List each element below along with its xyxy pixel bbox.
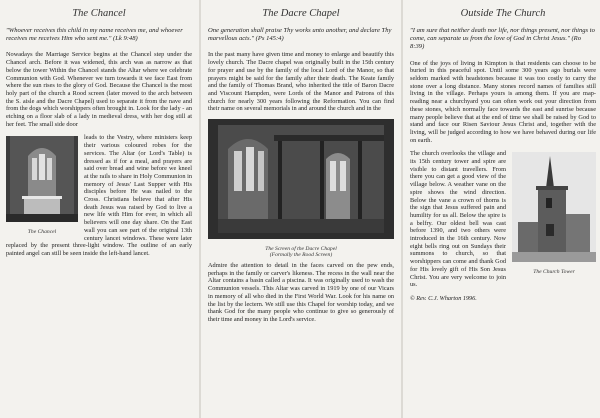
dacre-caption-line-2: (Formally the Rood Screen) xyxy=(269,252,333,259)
chancel-caption: The Chancel xyxy=(27,229,57,236)
dacre-paragraph-2: Admire the attention to detail in the faces carved on the pew ends, perhaps in the family or carver's likeness. The recess in the wall near the Altar contains a basin called a piscina. It was originally used to wash the Communion vessels. This Altar was carved in 1919 by one of our Vicars in memory of all who died in the First World War. Look for his name on the list by the lectern. We still use this Chapel for worship today, and we thank God for the many people who continue to give so generously of their time and money in the Lord's service. xyxy=(208,262,394,323)
outside-paragraph-2: The church overlooks the village and its 15th century tower and spire are visible to distant travellers. From there you can get a good view of the village below. A weather vane on the spire shows the wind direction. Below the vane a crown of thorns is the sign that Jesus suffered pain and humility for us all. Below the spire is a belfry. Our oldest bell was cast before 1390, and two others were introduced in the 16th century. Now eight bells ring out on Sundays their summons to church, so that worshippers can come and thank God for His lovely gift of His Son Jesus Christ. You are very welcome to join us. xyxy=(410,150,506,289)
chancel-photo xyxy=(6,136,78,222)
chancel-photo-figure xyxy=(6,136,78,235)
fold-line-1 xyxy=(199,0,201,418)
dacre-quote: One generation shall praise Thy works unto another, and declare Thy marvellous acts." (Ps 145:4) xyxy=(208,27,392,43)
outside-quote: "I am sure that neither death nor life, nor things present, nor things to come, can separate us from the love of God in Christ Jesus." (Ro 8:39) xyxy=(410,27,595,51)
church-tower-photo xyxy=(512,152,596,262)
chancel-paragraph-1: Nowadays the Marriage Service begins at the Chancel step under the Chancel arch. Before it was widened, this arch was as narrow as that below the tower Within the Chancel stands the Altar where we celebrate Communion with God. Whenever we turn towards it we face East from where the sun rises to the glory of God. Because the Chancel is the most holy part of the church a Rood screen (later moved to the arch between the S. aisle and the Dacre Chapel) used to separate it from the nave and from the dogs which worshippers often brought in. Look for the lady - an etching on a floor slab of a lady in medieval dress, with her dog still at her feet. The small side door xyxy=(6,51,192,128)
chancel-title: The Chancel xyxy=(72,8,126,19)
panel-dacre-chapel xyxy=(202,0,400,418)
outside-paragraph-1: One of the joys of living in Kimpton is that residents can choose to be buried in this peaceful spot. Until some 300 years ago burials were seldom marked with headstones because it was too costly to carry the stone over a long distance. Many stones record names of families still living in the village. Perhaps yours is among them. If you are map-reading near a churchyard you can often work out your direction from these stones, which normally face towards the east and sunrise because many people believe that at the end of time we shall be raised by God to stand and face our Risen Saviour Jesus Christ and, together with the living, will be judged according to how we have behaved during our life on earth. xyxy=(410,59,596,144)
fold-line-2 xyxy=(401,0,403,418)
tower-caption: The Church Tower xyxy=(533,269,575,276)
dacre-caption-line-1: The Screen of the Dacre Chapel xyxy=(265,246,337,253)
panel-outside xyxy=(404,0,600,418)
outside-title: Outside The Church xyxy=(460,8,546,19)
dacre-photo-figure xyxy=(208,119,394,258)
chancel-paragraph-2: leads to the Vestry, where ministers keep their various coloured robes for the services. The Altar (or Lord's Table) is dressed as if for a meal, and prayers are said over bread and wine before we kneel at the rails to share in Holy Communion in memory of Jesus' Last Supper with His disciples before He was nailed to the Cross. Christians believe that after His death Jesus was raised by God to live a new life with Him for ever, in which all believers will one day share. On the East wall you can see part of the original 13th century lancet windows. These were later replaced by the present three-light window. The outline of an early painted angel can still be seen inside the left-hand lancet. xyxy=(6,134,192,257)
chancel-quote: "Whoever receives this child in my name receives me, and whoever receives me receives Him who sent me." (Lk 9:48) xyxy=(6,27,183,43)
dacre-paragraph-1: In the past many have given time and money to enlarge and beautify this lovely church. The Dacre chapel was originally built in the 15th century for prayer and use by the family of the local Lord of the Manor, so that prayers might be said for the family after their death. The Keate family and the family of Thomas Brand, who inherited the title of Baron Dacre and Viscount Hampden, were Lords of the Manor and Patrons of this church for nearly 300 years following the Reformation. You can find their name on several memorials in and around the church and in the xyxy=(208,51,394,113)
panel-chancel xyxy=(0,0,198,418)
dacre-screen-photo xyxy=(208,119,394,239)
signature: © Rev. C.J. Wharton 1996. xyxy=(410,295,477,302)
tower-photo-figure xyxy=(512,152,596,275)
dacre-title: The Dacre Chapel xyxy=(262,8,340,19)
